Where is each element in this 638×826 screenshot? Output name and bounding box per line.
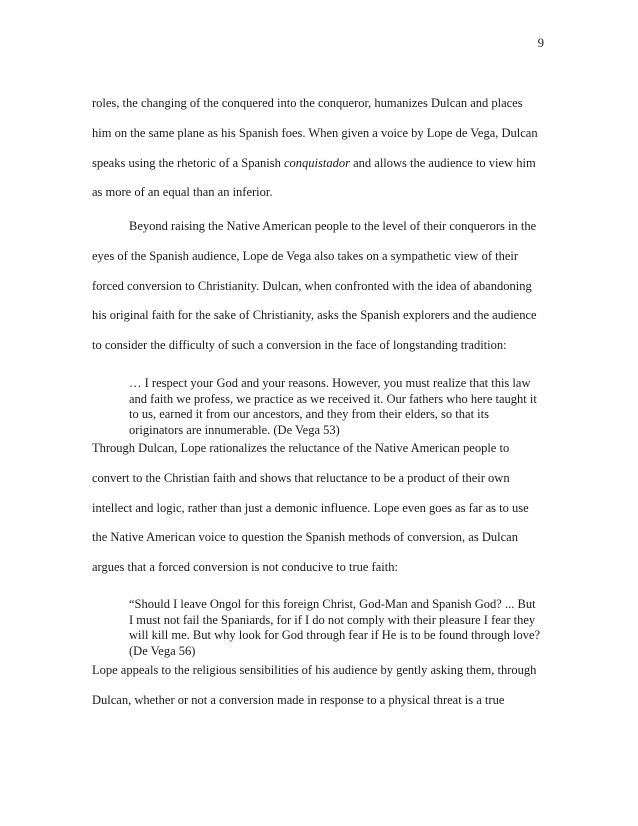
quote-line: I must not fail the Spaniards, for if I do not comply with their pleasure I fear they xyxy=(129,612,536,627)
body-line xyxy=(92,156,536,171)
quote-line: (De Vega 56) xyxy=(129,643,196,658)
block-quote xyxy=(129,597,549,659)
body-line: his original faith for the sake of Christianity, asks the Spanish explorers and the audience xyxy=(92,308,537,322)
body-line: him on the same plane as his Spanish foes. When given a voice by Lope de Vega, Dulcan xyxy=(92,126,538,140)
block-quote xyxy=(129,376,549,438)
body-text: speaks using the rhetoric of a Spanish xyxy=(92,156,284,170)
body-line: convert to the Christian faith and shows that reluctance to be a product of their own xyxy=(92,471,510,485)
quote-line: “Should I leave Ongol for this foreign Christ, God-Man and Spanish God? ... But xyxy=(129,597,536,611)
body-line: Beyond raising the Native American people to the level of their conquerors in the xyxy=(129,219,537,233)
quote-line: to us, earned it from our ancestors, and they from their elders, so that its xyxy=(129,407,489,421)
page-number: 9 xyxy=(537,36,544,50)
italic-term: conquistador xyxy=(283,156,350,170)
quote-line: and faith we profess, we practice as we received it. Our fathers who here taught it xyxy=(129,391,537,406)
quote-line: originators are innumerable. (De Vega 53) xyxy=(129,422,340,437)
quote-line: … I respect your God and your reasons. However, you must realize that this law xyxy=(129,376,531,390)
body-line: Dulcan, whether or not a conversion made in response to a physical threat is a true xyxy=(92,693,505,707)
body-line: the Native American voice to question the Spanish methods of conversion, as Dulcan xyxy=(92,530,518,544)
body-text: and allows the audience to view him xyxy=(349,156,536,170)
body-line: argues that a forced conversion is not conducive to true faith: xyxy=(92,560,398,574)
body-line: Lope appeals to the religious sensibilities of his audience by gently asking them, through xyxy=(92,663,537,677)
body-line: intellect and logic, rather than just a demonic influence. Lope even goes as far as to use xyxy=(92,501,529,515)
body-line: Through Dulcan, Lope rationalizes the reluctance of the Native American people to xyxy=(92,441,510,455)
body-line: roles, the changing of the conquered into the conqueror, humanizes Dulcan and places xyxy=(92,96,523,110)
body-line: eyes of the Spanish audience, Lope de Vega also takes on a sympathetic view of their xyxy=(92,249,519,263)
quote-line: will kill me. But why look for God through fear if He is to be found through love? xyxy=(129,628,541,642)
body-line: forced conversion to Christianity. Dulcan, when confronted with the idea of abandoning xyxy=(92,279,532,293)
body-line: as more of an equal than an inferior. xyxy=(92,185,273,199)
body-line: to consider the difficulty of such a conversion in the face of longstanding tradition: xyxy=(92,338,507,352)
